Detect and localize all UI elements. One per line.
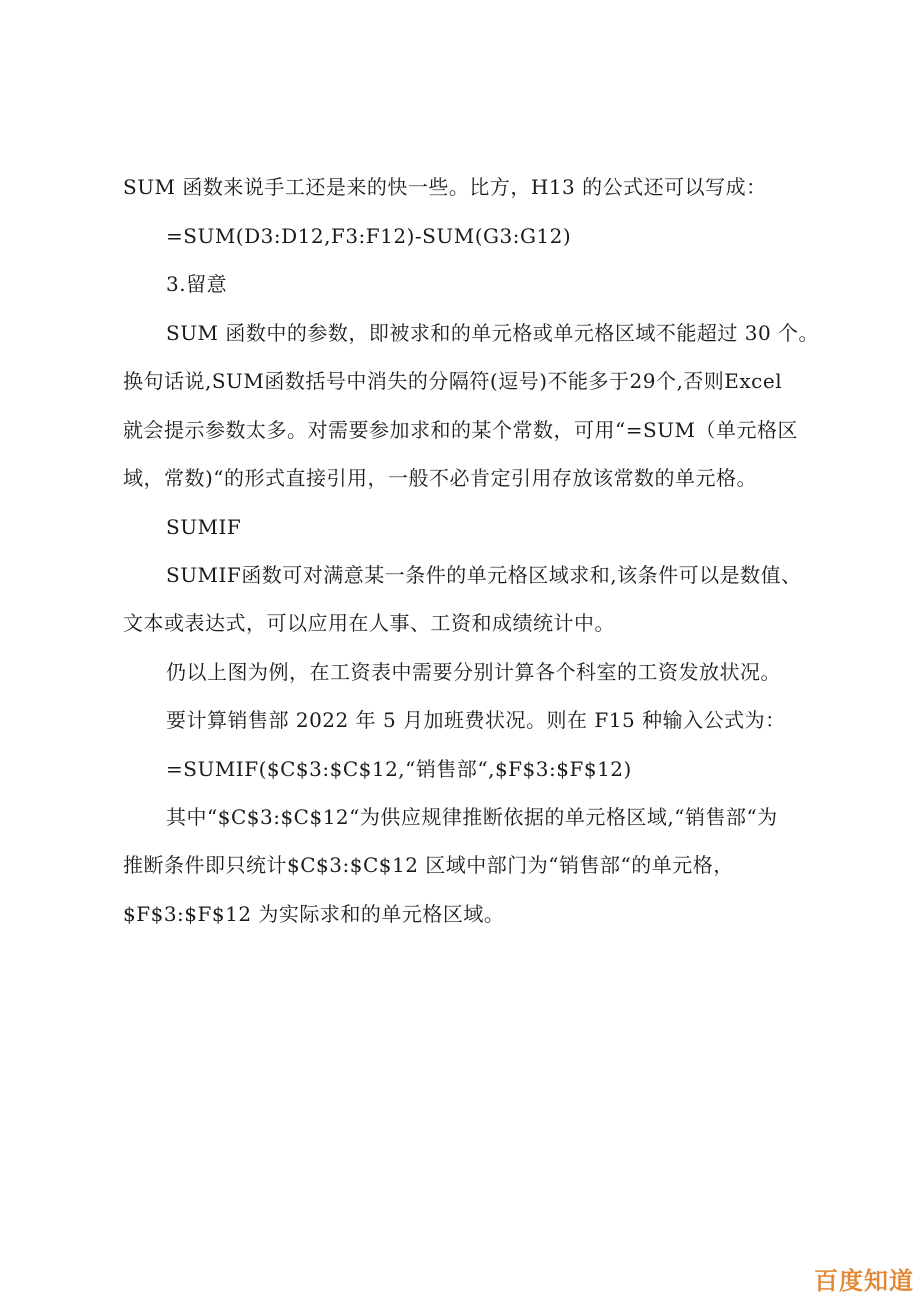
paragraph-line: SUMIF函数可对满意某一条件的单元格区域求和,该条件可以是数值、 — [166, 563, 802, 587]
section-heading: SUMIF — [166, 515, 242, 539]
paragraph-line: 推断条件即只统计$C$3:$C$12 区域中部门为“销售部“的单元格， — [123, 853, 734, 877]
paragraph-line: 其中“$C$3:$C$12“为供应规律推断依据的单元格区域,“销售部“为 — [166, 805, 778, 829]
paragraph-line: 文本或表达式，可以应用在人事、工资和成绩统计中。 — [123, 611, 615, 635]
section-heading: 3.留意 — [166, 272, 228, 296]
paragraph-line: $F$3:$F$12 为实际求和的单元格区域。 — [123, 902, 505, 926]
formula-line: =SUMIF($C$3:$C$12,“销售部“,$F$3:$F$12) — [166, 757, 632, 781]
watermark-logo: 百度知道 — [814, 1267, 914, 1295]
paragraph-line: SUM 函数中的参数，即被求和的单元格或单元格区域不能超过 30 个。 — [166, 321, 820, 345]
paragraph-line: 仍以上图为例，在工资表中需要分别计算各个科室的工资发放状况。 — [166, 660, 781, 684]
formula-line: =SUM(D3:D12,F3:F12)-SUM(G3:G12) — [166, 224, 572, 248]
paragraph-line: 域，常数)“的形式直接引用，一般不必肯定引用存放该常数的单元格。 — [123, 466, 758, 490]
paragraph-line: 要计算销售部 2022 年 5 月加班费状况。则在 F15 种输入公式为： — [166, 708, 786, 732]
paragraph-line: 换句话说,SUM函数括号中消失的分隔符(逗号)不能多于29个,否则Excel — [123, 369, 783, 393]
paragraph-line: 就会提示参数太多。对需要参加求和的某个常数，可用“=SUM（单元格区 — [123, 418, 799, 442]
paragraph-line: SUM 函数来说手工还是来的快一些。比方，H13 的公式还可以写成： — [123, 175, 767, 199]
